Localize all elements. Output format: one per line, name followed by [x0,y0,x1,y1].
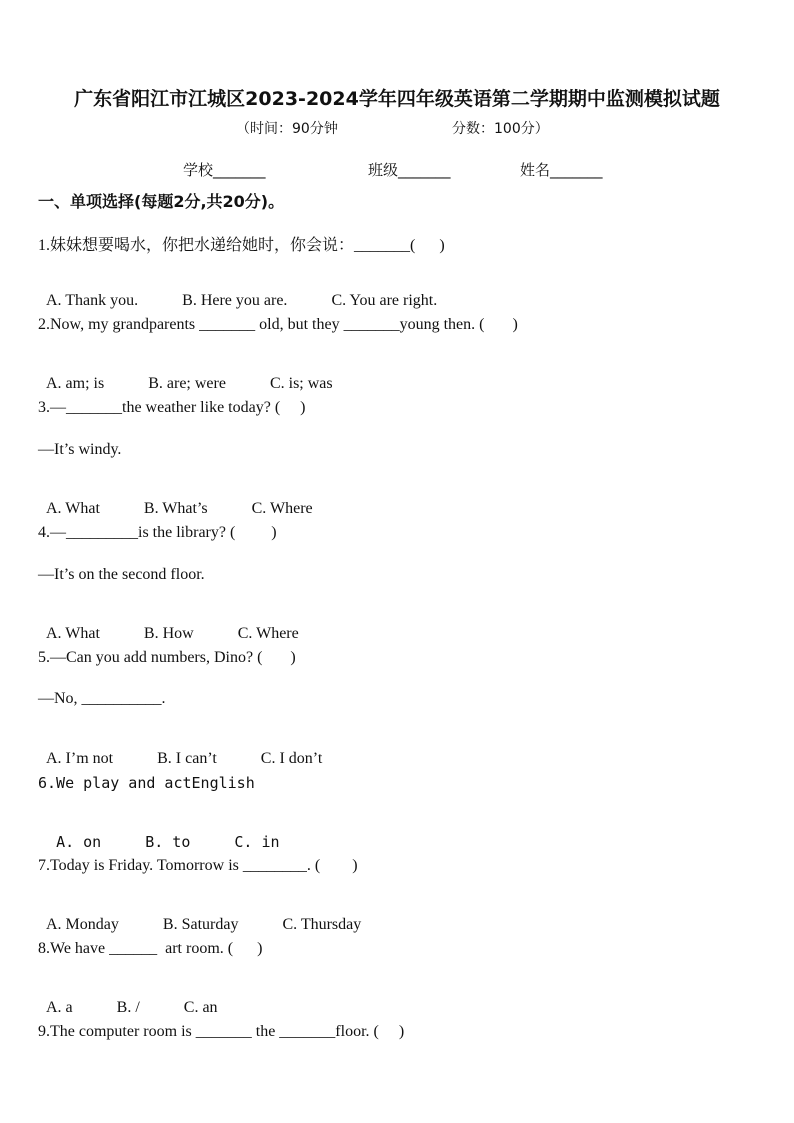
options-6 [38,815,324,851]
page-title: 广东省阳江市江城区2023-2024学年四年级英语第二学期期中监测模拟试题 [74,88,720,110]
question-5: 5.—Can you add numbers, Dino? ( ) [38,649,296,666]
question-1: 1.妹妹想要喝水，你把水递给她时，你会说：_______( ) [38,237,445,254]
option: C. Where [251,500,313,517]
option: A. What [46,625,100,642]
option: A. Monday [46,916,119,933]
question-4: 4.—_________is the library? ( ) [38,524,277,541]
exam-score: 分数：100分） [452,121,549,137]
option: C. in [234,833,280,851]
option: B. Here you are. [182,292,288,309]
options-4 [38,607,343,643]
option: C. an [183,999,218,1016]
option: A. on [56,833,102,851]
options-2 [38,357,377,393]
option: B. to [145,833,191,851]
option: C. Where [237,625,299,642]
question-9: 9.The computer room is _______ the _______floor. ( ) [38,1023,405,1040]
option: A. What [46,500,100,517]
option: A. I’m not [46,750,114,767]
class-field: 班级_______ [368,161,451,179]
answer-line-4: —It’s on the second floor. [38,566,205,583]
school-field: 学校_______ [183,161,266,179]
options-8 [38,981,262,1017]
option: C. I don’t [260,750,323,767]
section-title: 一、单项选择(每题2分,共20分)。 [38,192,285,211]
option: B. What’s [143,500,208,517]
option: B. I can’t [157,750,217,767]
options-3 [38,482,357,518]
answer-line-3: —It’s windy. [38,441,122,458]
question-7: 7.Today is Friday. Tomorrow is ________. ( ) [38,857,358,874]
option: B. Saturday [162,916,239,933]
options-1 [38,274,481,310]
option: B. / [116,999,140,1016]
name-field: 姓名_______ [520,161,603,179]
options-7 [38,898,405,934]
question-6: 6.We play and actEnglish [38,774,255,792]
option: A. am; is [46,375,105,392]
exam-time: （时间：90分钟 [236,121,338,137]
question-2: 2.Now, my grandparents _______ old, but they _______young then. ( ) [38,316,518,333]
option: C. You are right. [331,292,438,309]
option: A. Thank you. [46,292,139,309]
answer-line-5: —No, __________. [38,690,166,707]
option: C. is; was [269,375,333,392]
option: C. Thursday [282,916,362,933]
option: B. How [143,625,194,642]
option: A. a [46,999,73,1016]
option: B. are; were [148,375,226,392]
question-3: 3.—_______the weather like today? ( ) [38,399,306,416]
question-8: 8.We have ______ art room. ( ) [38,940,263,957]
options-5 [38,732,366,768]
